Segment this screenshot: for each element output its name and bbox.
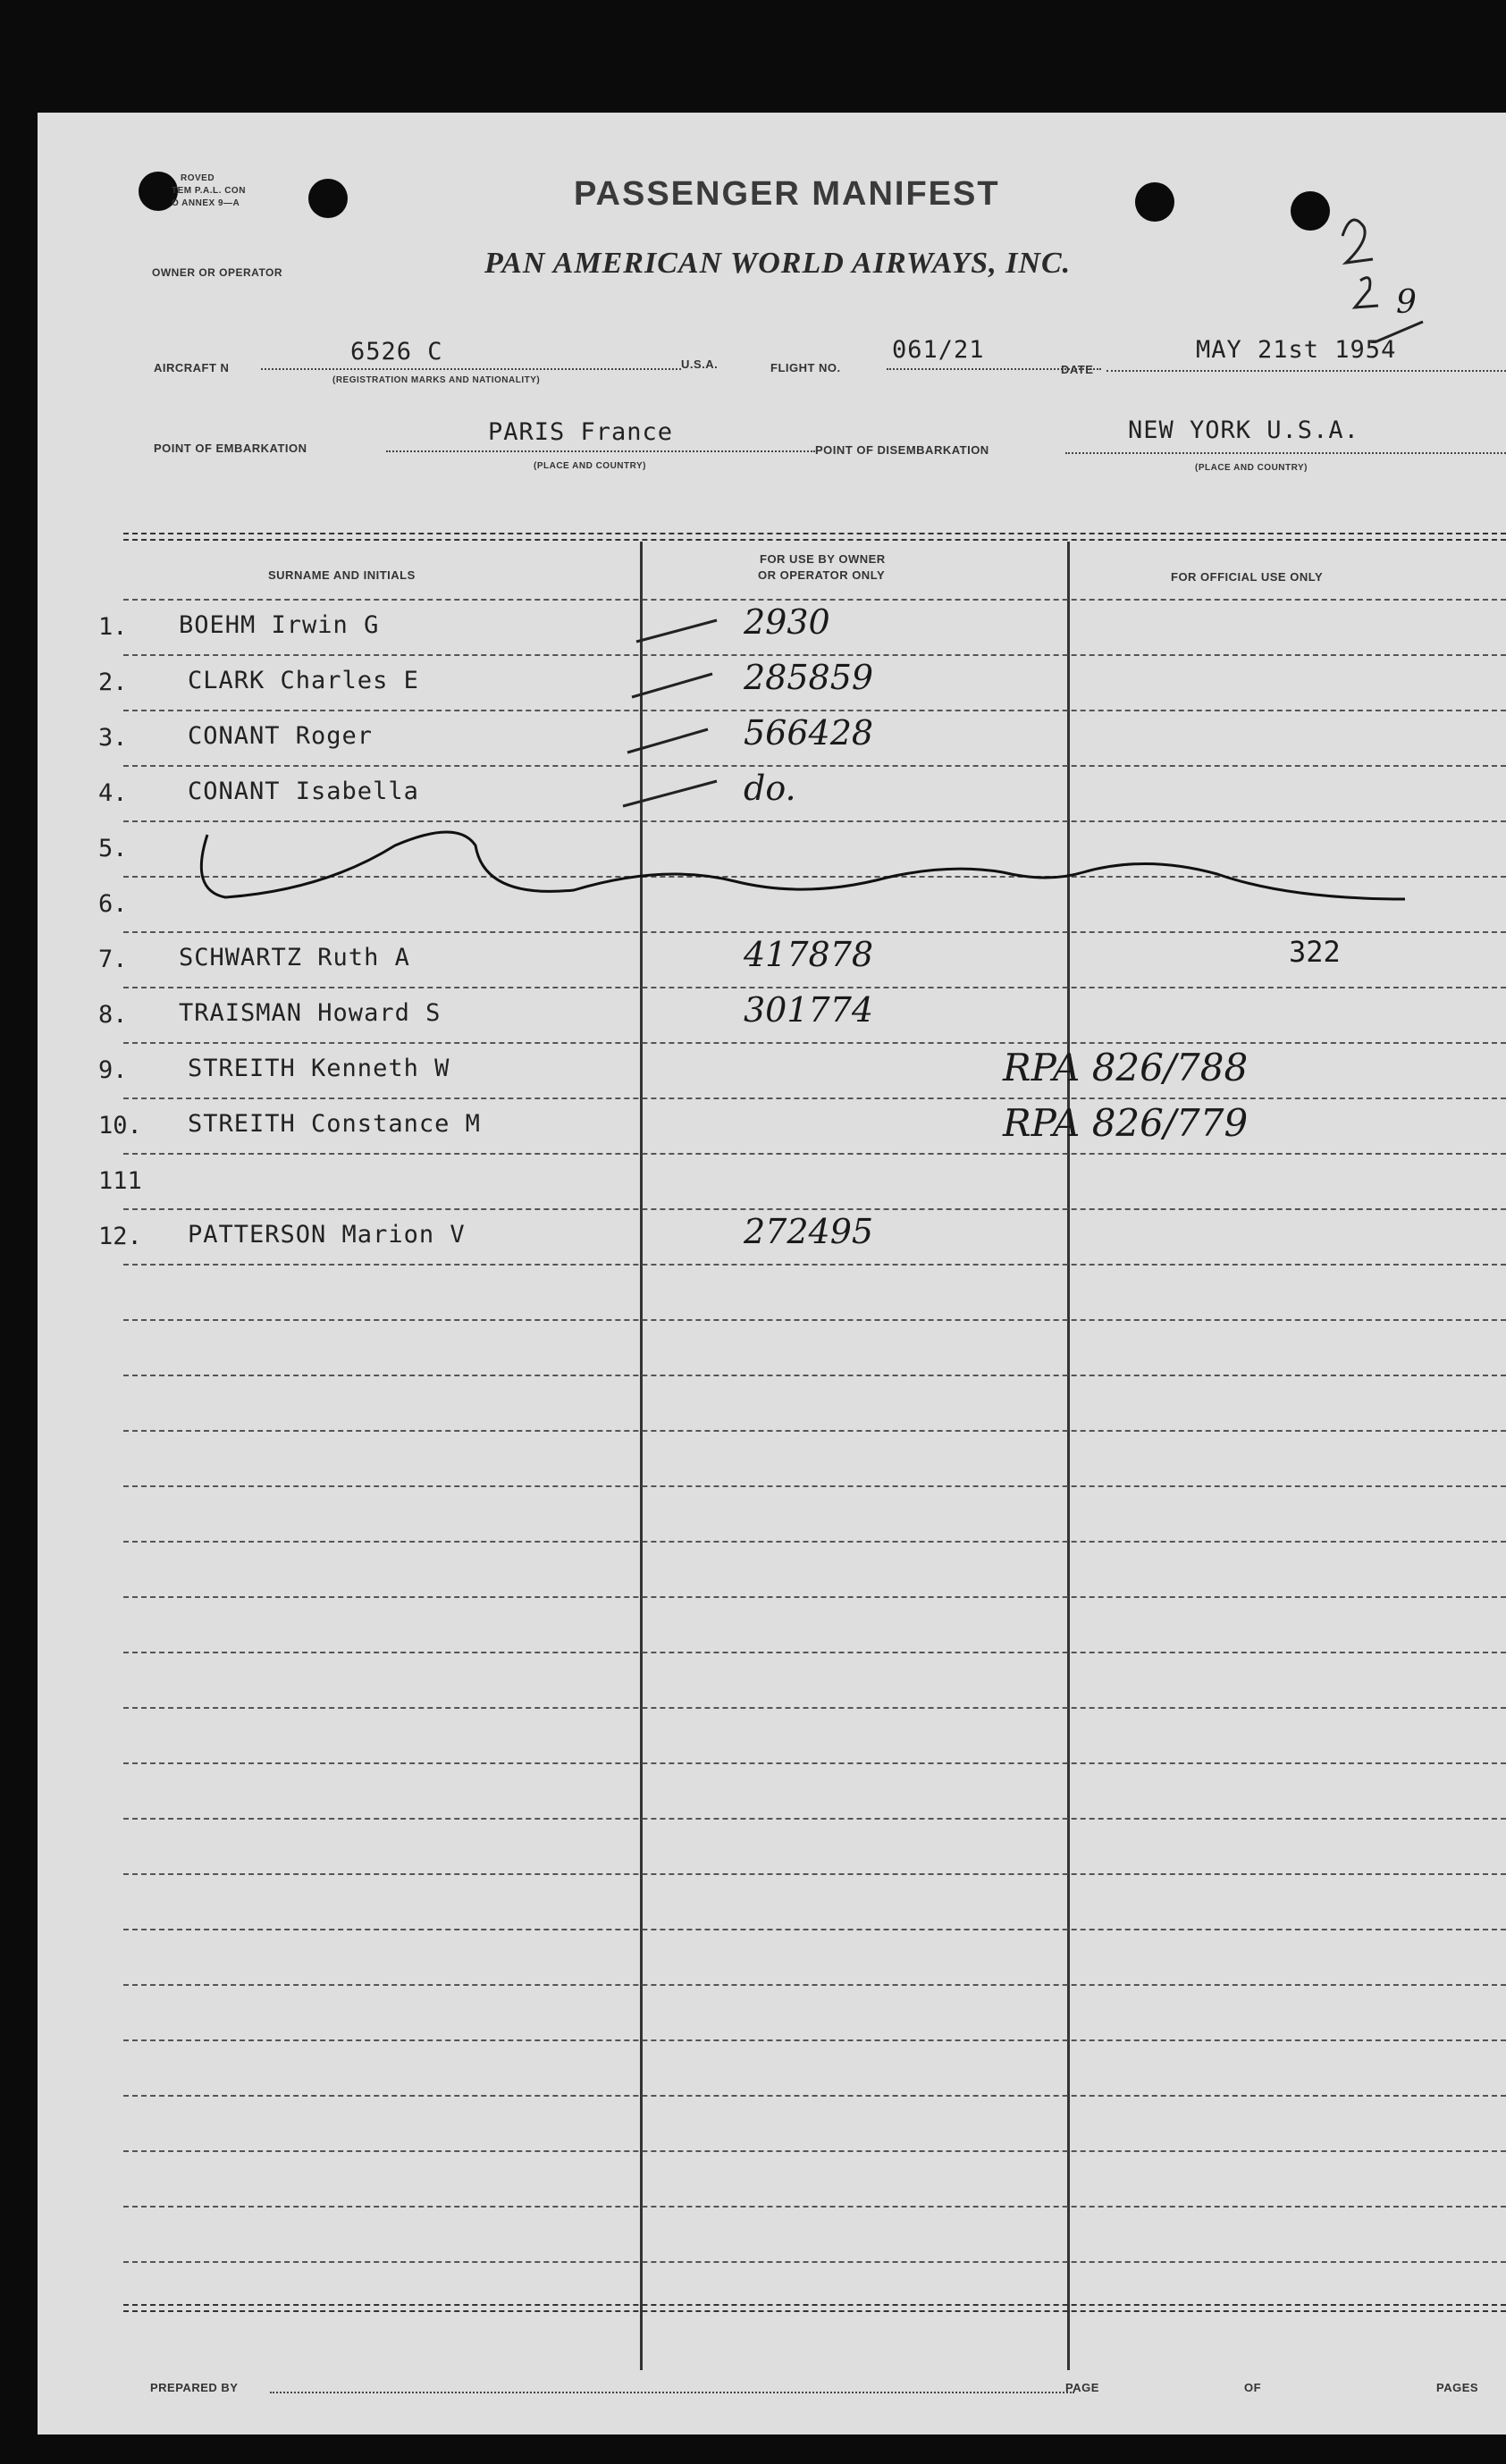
row-line xyxy=(123,1042,1506,1044)
row-line xyxy=(123,1762,1506,1764)
corner-annotation-number: 9 xyxy=(1396,284,1417,321)
disembarkation-label: POINT OF DISEMBARKATION xyxy=(815,443,989,457)
table-bottom-border xyxy=(123,2304,1506,2312)
column-header-owner-use-1: FOR USE BY OWNER xyxy=(760,552,886,566)
owner-use-number: 2930 xyxy=(744,602,830,642)
owner-use-number: do. xyxy=(744,769,796,808)
aircraft-label: AIRCRAFT N xyxy=(154,361,230,374)
row-number: 111 xyxy=(98,1167,142,1195)
row-line xyxy=(123,1873,1506,1875)
row-line xyxy=(123,1541,1506,1543)
official-use-entry: 322 xyxy=(1289,935,1341,969)
row-number: 4. xyxy=(98,779,128,807)
page-title: PASSENGER MANIFEST xyxy=(574,175,1000,213)
row-number: 5. xyxy=(98,835,128,862)
passenger-name: TRAISMAN Howard S xyxy=(179,999,442,1027)
row-line xyxy=(123,987,1506,988)
approval-stamp-line1: ROVED xyxy=(181,173,215,183)
passenger-name: PATTERSON Marion V xyxy=(188,1221,466,1249)
owner-use-number: 285859 xyxy=(744,658,874,697)
row-number: 1. xyxy=(98,613,128,641)
row-line xyxy=(123,1319,1506,1321)
aircraft-value: 6526 C xyxy=(350,338,443,366)
passenger-name: STREITH Constance M xyxy=(188,1110,481,1138)
row-line xyxy=(123,1097,1506,1099)
embarkation-value: PARIS France xyxy=(488,418,674,446)
official-use-entry: RPA 826/779 xyxy=(1003,1101,1249,1145)
owner-use-number: 566428 xyxy=(744,713,874,753)
row-number: 10. xyxy=(98,1112,142,1139)
approval-stamp-line3: O ANNEX 9—A xyxy=(172,198,240,208)
row-line xyxy=(123,1818,1506,1820)
handwriting-overlay xyxy=(38,113,1506,917)
owner-value: PAN AMERICAN WORLD AIRWAYS, INC. xyxy=(484,247,1072,280)
column-header-surname: SURNAME AND INITIALS xyxy=(268,568,416,582)
passenger-name: BOEHM Irwin G xyxy=(179,611,380,639)
disembarkation-caption: (PLACE AND COUNTRY) xyxy=(1195,463,1308,473)
row-line xyxy=(123,2039,1506,2041)
passenger-name: CONANT Isabella xyxy=(188,778,419,805)
row-line xyxy=(123,1430,1506,1432)
row-line xyxy=(123,2206,1506,2208)
row-number: 3. xyxy=(98,724,128,752)
footer-pages: PAGES xyxy=(1436,2381,1479,2394)
row-number: 6. xyxy=(98,890,128,918)
row-line xyxy=(123,1596,1506,1598)
row-number: 12. xyxy=(98,1223,142,1250)
embarkation-caption: (PLACE AND COUNTRY) xyxy=(534,461,646,471)
footer-of: OF xyxy=(1244,2381,1262,2394)
owner-use-number: 417878 xyxy=(744,935,874,974)
flight-label: FLIGHT NO. xyxy=(770,361,841,374)
row-line xyxy=(123,2150,1506,2152)
manifest-sheet xyxy=(38,113,1506,2435)
passenger-name: CLARK Charles E xyxy=(188,667,419,694)
row-line xyxy=(123,2095,1506,2097)
date-value: MAY 21st 1954 xyxy=(1196,336,1397,364)
row-line xyxy=(123,1984,1506,1986)
row-line xyxy=(123,2261,1506,2263)
owner-use-number: 272495 xyxy=(744,1212,874,1251)
column-header-official: FOR OFFICIAL USE ONLY xyxy=(1171,570,1324,584)
flight-value: 061/21 xyxy=(892,336,985,364)
passenger-name: STREITH Kenneth W xyxy=(188,1055,450,1082)
row-line xyxy=(123,1208,1506,1210)
row-line xyxy=(123,1929,1506,1930)
approval-stamp-line2: TEM P.A.L. CON xyxy=(172,186,246,196)
usa-label: U.S.A. xyxy=(681,357,719,371)
prepared-by-underline xyxy=(270,2392,1074,2393)
row-line xyxy=(123,1485,1506,1487)
passenger-name: CONANT Roger xyxy=(188,722,374,750)
row-line xyxy=(123,1153,1506,1155)
owner-label: OWNER OR OPERATOR xyxy=(152,266,283,279)
row-number: 2. xyxy=(98,669,128,696)
disembarkation-value: NEW YORK U.S.A. xyxy=(1128,416,1359,444)
row-number: 9. xyxy=(98,1056,128,1084)
passenger-name: SCHWARTZ Ruth A xyxy=(179,944,410,971)
embarkation-label: POINT OF EMBARKATION xyxy=(154,442,307,455)
row-line xyxy=(123,931,1506,933)
row-line xyxy=(123,1264,1506,1266)
row-line xyxy=(123,1375,1506,1376)
registration-caption: (REGISTRATION MARKS AND NATIONALITY) xyxy=(332,375,541,385)
row-line xyxy=(123,1707,1506,1709)
footer-prepared-by: PREPARED BY xyxy=(150,2381,239,2394)
owner-use-number: 301774 xyxy=(744,990,874,1030)
row-line xyxy=(123,1652,1506,1653)
official-use-entry: RPA 826/788 xyxy=(1003,1046,1249,1089)
date-label: DATE xyxy=(1061,363,1094,376)
footer-page: PAGE xyxy=(1065,2381,1099,2394)
row-number: 7. xyxy=(98,946,128,973)
column-header-owner-use-2: OR OPERATOR ONLY xyxy=(758,568,886,582)
row-number: 8. xyxy=(98,1001,128,1029)
